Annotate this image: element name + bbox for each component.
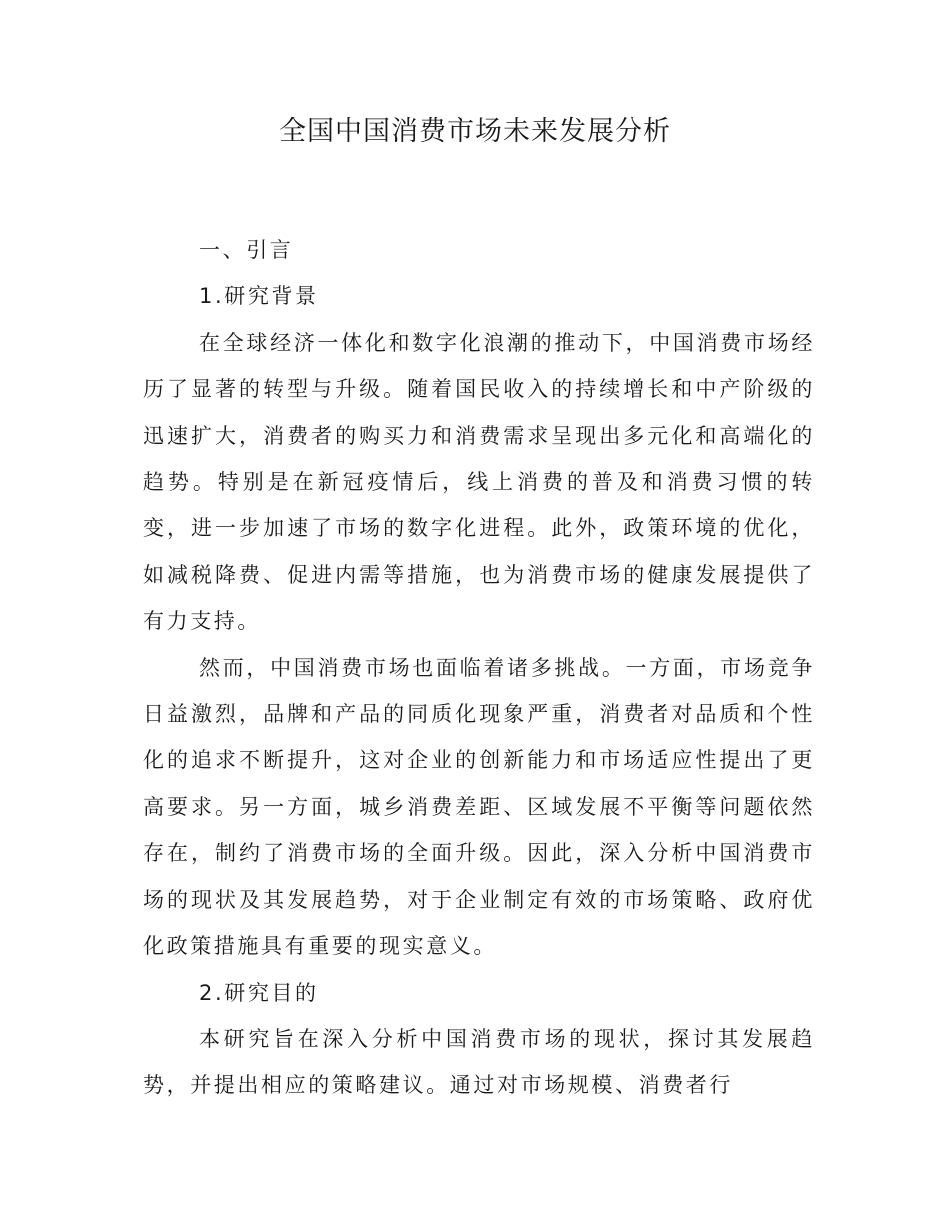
- paragraph-purpose: 本研究旨在深入分析中国消费市场的现状，探讨其发展趋势，并提出相应的策略建议。通过对市场规模、消费者行: [143, 1026, 815, 1098]
- paragraph-challenges: 然而，中国消费市场也面临着诸多挑战。一方面，市场竞争日益激烈，品牌和产品的同质化现象严重，消费者对品质和个性化的追求不断提升，这对企业的创新能力和市场适应性提出了更高要求。另一方面，城乡消费差距、区域发展不平衡等问题依然存在，制约了消费市场的全面升级。因此，深入分析中国消费市场的现状及其发展趋势，对于企业制定有效的市场策略、政府优化政策措施具有重要的现实意义。: [143, 655, 815, 959]
- document-title: 全国中国消费市场未来发展分析: [279, 116, 671, 147]
- paragraph-background: 在全球经济一体化和数字化浪潮的推动下，中国消费市场经历了显著的转型与升级。随着国民收入的持续增长和中产阶级的迅速扩大，消费者的购买力和消费需求呈现出多元化和高端化的趋势。特别是在新冠疫情后，线上消费的普及和消费习惯的转变，进一步加速了市场的数字化进程。此外，政策环境的优化，如减税降费、促进内需等措施，也为消费市场的健康发展提供了有力支持。: [143, 330, 815, 634]
- subsection-heading-background: 1.研究背景: [199, 284, 319, 309]
- section-heading-introduction: 一、引言: [199, 238, 294, 262]
- subsection-heading-purpose: 2.研究目的: [199, 980, 319, 1005]
- document-body: [143, 227, 815, 1109]
